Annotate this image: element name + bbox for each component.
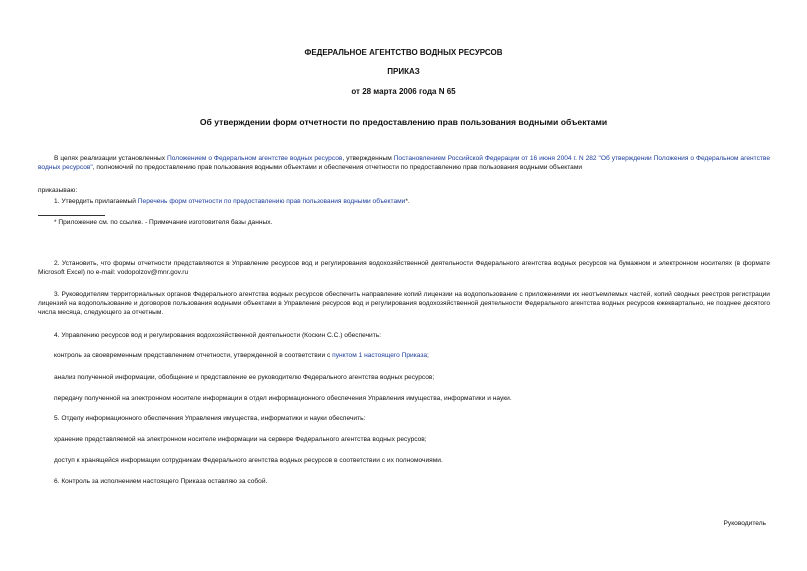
resolution-link[interactable]: Постановлением Российской Федерации от 16 июня 2004 г. N 282 "Об утверждении Положения о Федеральном агентстве водных ресурсов" [38, 155, 770, 171]
item-6: 6. Контроль за исполнением настоящего Приказа оставляю за собой. [54, 478, 268, 485]
item-1-text-2: *. [405, 198, 410, 205]
item-4-b: анализ полученной информации, обобщение и представление ее руководителю Федерального агентства водных ресурсов; [54, 374, 435, 381]
item-5: 5. Отделу информационного обеспечения Управления имущества, информатики и науки обеспечить: [54, 415, 366, 422]
document-title: Об утверждении форм отчетности по предоставлению прав пользования водными объектами [199, 117, 608, 127]
preamble-text-3: , полномочий по предоставлению прав пользования водными объектами и обеспечения отчетности по предоставлению прав пользования водными объектами [92, 163, 583, 171]
item-1-text-1: 1. Утвердить прилагаемый [54, 198, 138, 205]
signature-title: Руководитель [723, 520, 766, 527]
agency-name: ФЕДЕРАЛЬНОЕ АГЕНТСТВО ВОДНЫХ РЕСУРСОВ [304, 48, 503, 57]
item-4-a-text-2: ; [427, 352, 429, 359]
document-date-number: от 28 марта 2006 года N 65 [351, 87, 456, 96]
preamble-text-2: , утвержденным [342, 155, 394, 162]
item-2: 2. Установить, что формы отчетности представляются в Управление ресурсов вод и регулирования водохозяйственной деятельности Федерального агентства водных ресурсов на бумажном и электронном носителях (в формате Microsoft Excel) по e-mail: vodopolzov@mnr.gov.ru [38, 260, 770, 276]
footnote: * Приложение см. по ссылке. - Примечание изготовителя базы данных. [54, 219, 273, 226]
document-type: ПРИКАЗ [387, 67, 420, 76]
regulation-link[interactable]: Положением о Федеральном агентстве водных ресурсов [167, 155, 343, 162]
item-5-a: хранение представляемой на электронном носителе информации на сервере Федерального агентства водных ресурсов; [54, 436, 427, 443]
item-4-a [54, 352, 429, 361]
clause-1-link[interactable]: пунктом 1 настоящего Приказа [332, 352, 428, 359]
forms-list-link[interactable]: Перечень форм отчетности по предоставлению прав пользования водными объектами [137, 198, 406, 205]
item-5-b: доступ к хранящейся информации сотрудникам Федерального агентства водных ресурсов в соответствии с их полномочиями. [54, 457, 443, 464]
order-word: приказываю: [38, 187, 78, 194]
item-3: 3. Руководителям территориальных органов Федерального агентства водных ресурсов обеспечить направление копий лицензии на водопользование с приложениями их неотъемлемых частей, копий сводных реестров регистрации лицензий на водопользование и договоров пользования водными объектами в Управление ресурсов вод и регулирования водохозяйственной деятельности Федерального агентства водных ресурсов ежеквартально, не позднее десятого числа месяца, следующего за отчетным. [38, 291, 770, 316]
preamble-paragraph [38, 155, 770, 173]
preamble-text-1: В целях реализации установленных [54, 155, 168, 162]
item-4-c: передачу полученной на электронном носителе информации в отдел информационного обеспечения Управления имущества, информатики и науки. [54, 395, 512, 402]
footnote-divider [38, 215, 105, 216]
item-4: 4. Управлению ресурсов вод и регулирования водохозяйственной деятельности (Коскин С.С.) обеспечить: [54, 332, 381, 339]
item-1 [54, 198, 410, 207]
item-4-a-text-1: контроль за своевременным представлением отчетности, утвержденной в соответствии с [54, 352, 333, 359]
